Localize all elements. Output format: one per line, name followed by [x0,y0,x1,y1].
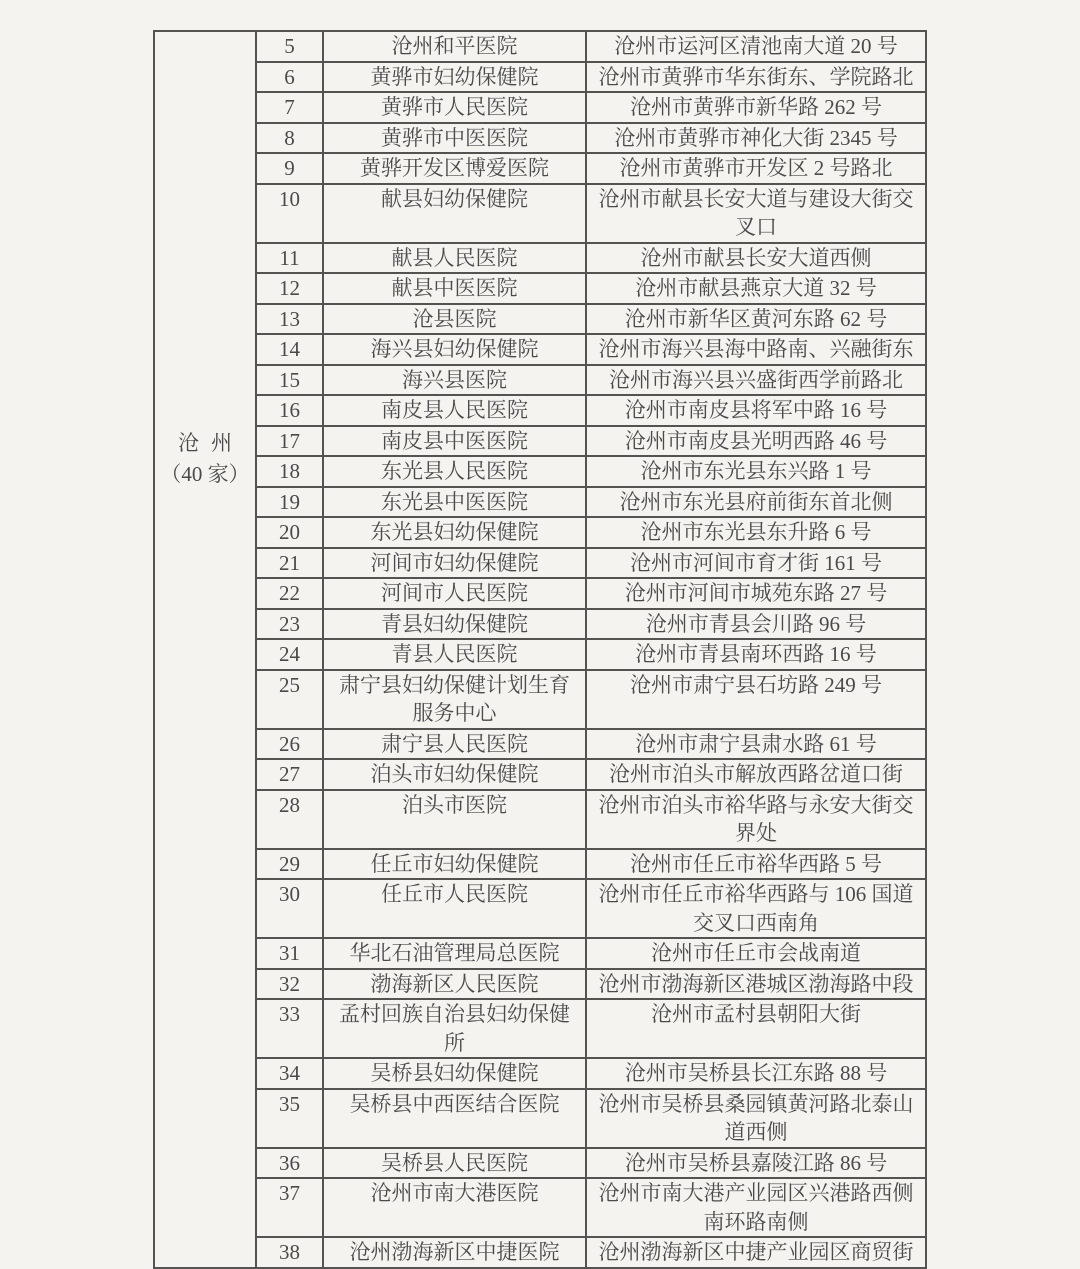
row-number-cell: 21 [257,549,324,578]
row-number-cell: 34 [257,1059,324,1088]
hospital-name-cell: 东光县妇幼保健院 [324,518,587,547]
table-row [257,1177,925,1236]
table-row [257,455,925,486]
table-row [257,968,925,999]
table-row [257,1057,925,1088]
table-row [257,364,925,395]
hospital-address-cell: 沧州市渤海新区港城区渤海路中段 [598,971,914,996]
city-count: （40 家） [160,462,250,486]
hospital-name-cell: 海兴县妇幼保健院 [324,335,587,364]
hospital-name-cell: 沧州和平医院 [324,32,587,61]
hospital-address-cell: 沧州市黄骅市新华路 262 号 [630,95,882,119]
row-number-cell: 32 [257,970,324,999]
row-number-cell: 13 [257,305,324,334]
table-row [257,242,925,273]
hospital-address-cell: 沧州市黄骅市开发区 2 号路北 [619,156,893,180]
hospital-name-cell: 河间市人民医院 [324,579,587,608]
row-number-cell: 17 [257,427,324,456]
row-number-cell: 6 [257,63,324,92]
hospital-name-cell: 泊头市妇幼保健院 [324,760,587,789]
hospital-address-cell: 沧州市肃宁县石坊路 249 号 [630,672,882,697]
hospital-name-cell: 任丘市人民医院 [324,880,587,937]
hospital-name-cell: 东光县人民医院 [324,457,587,486]
hospital-address-cell: 沧州市海兴县兴盛街西学前路北 [609,367,903,392]
hospital-name-cell: 吴桥县人民医院 [324,1149,587,1178]
table-row [257,758,925,789]
table-row [257,1088,925,1147]
hospital-name-cell: 青县妇幼保健院 [324,610,587,639]
hospital-table [153,30,927,1269]
hospital-address-cell: 沧州市吴桥县长江东路 88 号 [624,1061,888,1085]
row-number-cell: 5 [257,32,324,61]
hospital-address-cell: 沧州市青县南环西路 16 号 [635,642,877,666]
row-number-cell: 15 [257,366,324,395]
row-number-cell: 37 [257,1179,324,1236]
hospital-address-cell: 沧州市献县长安大道西侧 [640,245,872,270]
table-row [257,516,925,547]
hospital-address-cell: 沧州市肃宁县肃水路 61 号 [635,731,877,756]
table-row [257,669,925,728]
hospital-name-cell: 东光县中医医院 [324,488,587,517]
table-row [257,998,925,1057]
hospital-name-cell: 海兴县医院 [324,366,587,395]
hospital-address-cell: 沧州市泊头市裕华路与永安大街交界处 [598,792,914,845]
hospital-address-cell: 沧州市河间市育才街 161 号 [630,550,882,575]
rows-container [257,32,925,1267]
hospital-name-cell: 黄骅市人民医院 [324,93,587,122]
row-number-cell: 27 [257,760,324,789]
table-row [257,937,925,968]
table-row [257,32,925,61]
row-number-cell: 31 [257,939,324,968]
hospital-address-cell: 沧州市南皮县将军中路 16 号 [624,398,888,422]
table-row [257,61,925,92]
row-number-cell: 7 [257,93,324,122]
hospital-address-cell: 沧州市孟村县朝阳大街 [651,1002,861,1026]
row-number-cell: 35 [257,1090,324,1147]
row-number-cell: 30 [257,880,324,937]
row-number-cell: 24 [257,640,324,669]
hospital-address-cell: 沧州市东光县东升路 6 号 [640,520,872,544]
table-row [257,425,925,456]
table-row [257,303,925,334]
table-row [257,152,925,183]
hospital-name-cell: 沧县医院 [324,305,587,334]
table-row [257,728,925,759]
table-row [257,183,925,242]
row-number-cell: 38 [257,1238,324,1267]
hospital-name-cell: 肃宁县妇幼保健计划生育服务中心 [324,671,587,728]
row-number-cell: 9 [257,154,324,183]
hospital-address-cell: 沧州市运河区清池南大道 20 号 [614,34,898,58]
row-number-cell: 19 [257,488,324,517]
hospital-address-cell: 沧州市献县长安大道与建设大街交叉口 [598,186,914,239]
city-name: 沧州 [178,431,244,455]
table-row [257,1236,925,1267]
hospital-name-cell: 献县妇幼保健院 [324,185,587,242]
hospital-address-cell: 沧州市河间市城苑东路 27 号 [624,581,888,605]
row-number-cell: 28 [257,791,324,848]
table-row [257,122,925,153]
row-number-cell: 8 [257,124,324,153]
row-number-cell: 14 [257,335,324,364]
hospital-name-cell: 沧州渤海新区中捷医院 [324,1238,587,1267]
hospital-address-cell: 沧州市东光县府前街东首北侧 [619,489,893,514]
table-row [257,1147,925,1178]
hospital-name-cell: 献县人民医院 [324,244,587,273]
table-row [257,577,925,608]
table-row [257,91,925,122]
hospital-name-cell: 任丘市妇幼保健院 [324,850,587,879]
table-row [257,394,925,425]
hospital-address-cell: 沧州市吴桥县桑园镇黄河路北泰山道西侧 [598,1091,914,1144]
hospital-address-cell: 沧州市吴桥县嘉陵江路 86 号 [624,1150,888,1175]
row-number-cell: 22 [257,579,324,608]
hospital-name-cell: 孟村回族自治县妇幼保健所 [324,1000,587,1057]
hospital-address-cell: 沧州市任丘市会战南道 [651,941,861,965]
hospital-name-cell: 献县中医医院 [324,274,587,303]
hospital-address-cell: 沧州市新华区黄河东路 62 号 [624,306,888,331]
hospital-name-cell: 肃宁县人民医院 [324,730,587,759]
hospital-address-cell: 沧州市献县燕京大道 32 号 [635,276,877,300]
table-row [257,638,925,669]
table-row [257,486,925,517]
hospital-name-cell: 华北石油管理局总医院 [324,939,587,968]
hospital-address-cell: 沧州渤海新区中捷产业园区商贸街 [598,1240,914,1264]
row-number-cell: 36 [257,1149,324,1178]
hospital-name-cell: 吴桥县妇幼保健院 [324,1059,587,1088]
table-row [257,272,925,303]
row-number-cell: 16 [257,396,324,425]
hospital-name-cell: 南皮县人民医院 [324,396,587,425]
hospital-address-cell: 沧州市南大港产业园区兴港路西侧南环路南侧 [598,1181,914,1234]
hospital-address-cell: 沧州市泊头市解放西路岔道口街 [609,762,903,786]
row-number-cell: 23 [257,610,324,639]
row-number-cell: 18 [257,457,324,486]
hospital-address-cell: 沧州市任丘市裕华西路 5 号 [630,851,882,876]
hospital-name-cell: 黄骅市妇幼保健院 [324,63,587,92]
row-number-cell: 25 [257,671,324,728]
hospital-name-cell: 青县人民医院 [324,640,587,669]
city-label [155,428,255,490]
table-row [257,547,925,578]
hospital-name-cell: 黄骅开发区博爱医院 [324,154,587,183]
row-number-cell: 33 [257,1000,324,1057]
table-row [257,789,925,848]
hospital-name-cell: 渤海新区人民医院 [324,970,587,999]
hospital-name-cell: 黄骅市中医医院 [324,124,587,153]
hospital-address-cell: 沧州市黄骅市神化大街 2345 号 [614,125,898,150]
hospital-name-cell: 河间市妇幼保健院 [324,549,587,578]
row-number-cell: 10 [257,185,324,242]
table-row [257,608,925,639]
row-number-cell: 20 [257,518,324,547]
hospital-address-cell: 沧州市南皮县光明西路 46 号 [624,428,888,453]
hospital-name-cell: 沧州市南大港医院 [324,1179,587,1236]
table-row [257,848,925,879]
hospital-address-cell: 沧州市海兴县海中路南、兴融街东 [598,337,914,361]
row-number-cell: 26 [257,730,324,759]
hospital-name-cell: 泊头市医院 [324,791,587,848]
hospital-address-cell: 沧州市东光县东兴路 1 号 [640,459,872,483]
row-number-cell: 12 [257,274,324,303]
hospital-address-cell: 沧州市青县会川路 96 号 [645,611,867,636]
city-cell [155,32,257,1267]
hospital-address-cell: 沧州市黄骅市华东街东、学院路北 [598,64,914,89]
table-row [257,333,925,364]
hospital-name-cell: 吴桥县中西医结合医院 [324,1090,587,1147]
hospital-address-cell: 沧州市任丘市裕华西路与 106 国道交叉口西南角 [598,882,914,935]
row-number-cell: 11 [257,244,324,273]
table-row [257,878,925,937]
row-number-cell: 29 [257,850,324,879]
hospital-name-cell: 南皮县中医医院 [324,427,587,456]
